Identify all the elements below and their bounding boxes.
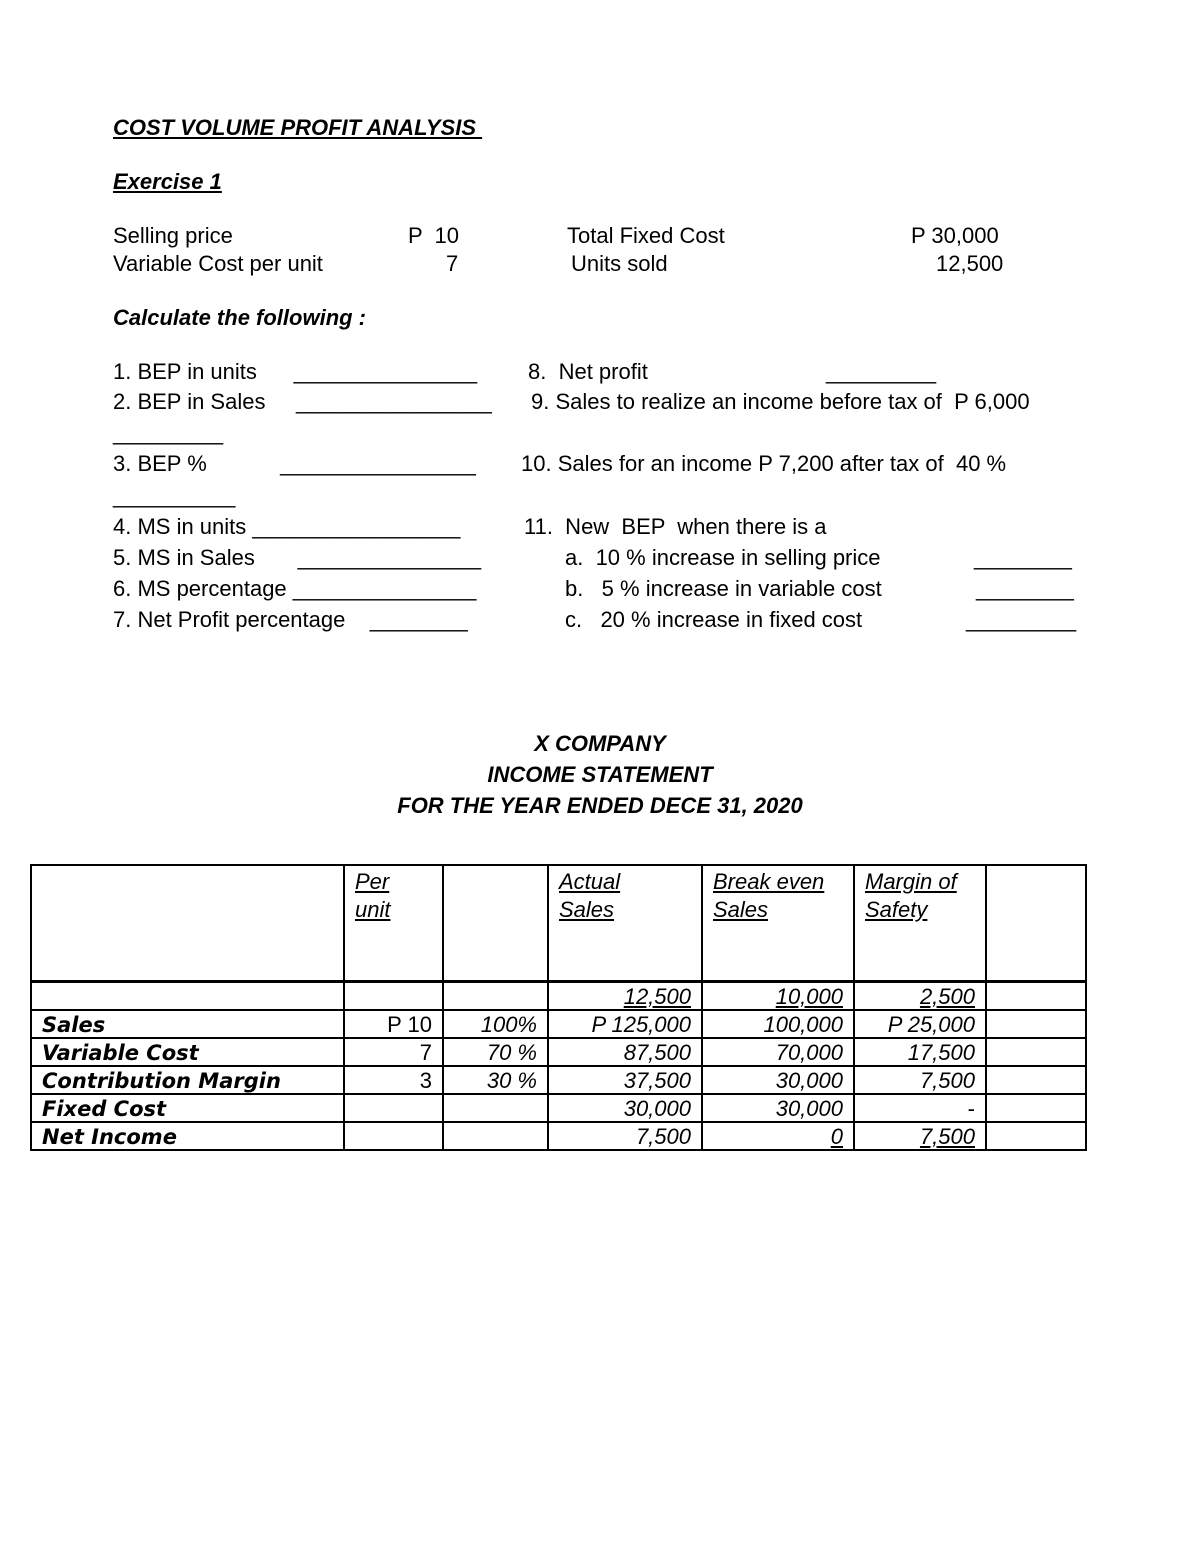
row-actual: 7,500 bbox=[548, 1122, 702, 1150]
row-pct bbox=[443, 1094, 548, 1122]
selling-price-value: P 10 bbox=[408, 223, 459, 248]
statement-period: FOR THE YEAR ENDED DECE 31, 2020 bbox=[397, 793, 803, 818]
units-label-cell bbox=[31, 982, 344, 1011]
row-per-unit bbox=[344, 1094, 443, 1122]
question-11b-blank: ________ bbox=[976, 576, 1074, 601]
question-2: 2. BEP in Sales ________________ bbox=[113, 389, 492, 414]
question-11: 11. New BEP when there is a bbox=[524, 514, 827, 539]
question-2-blank: _________ bbox=[113, 420, 224, 445]
row-actual: 30,000 bbox=[548, 1094, 702, 1122]
row-pct: 100% bbox=[443, 1010, 548, 1038]
table-row bbox=[31, 1094, 1086, 1122]
question-8: 8. Net profit bbox=[528, 359, 648, 384]
row-extra bbox=[986, 1010, 1086, 1038]
header-actual-sales bbox=[548, 865, 702, 982]
row-per-unit: 3 bbox=[344, 1066, 443, 1094]
row-extra bbox=[986, 1122, 1086, 1150]
row-margin: 7,500 bbox=[854, 1122, 986, 1150]
row-pct bbox=[443, 1122, 548, 1150]
row-break-even: 30,000 bbox=[702, 1094, 854, 1122]
units-actual: 12,500 bbox=[548, 982, 702, 1011]
row-label: Contribution Margin bbox=[31, 1066, 344, 1094]
calculate-heading: Calculate the following : bbox=[113, 305, 367, 330]
units-break-even: 10,000 bbox=[702, 982, 854, 1011]
units-per-unit-cell bbox=[344, 982, 443, 1011]
question-11a-blank: ________ bbox=[974, 545, 1072, 570]
row-break-even: 70,000 bbox=[702, 1038, 854, 1066]
header-margin-of-safety-text: Margin of Safety bbox=[865, 869, 957, 922]
question-9: 9. Sales to realize an income before tax of P 6,000 bbox=[531, 389, 1030, 414]
header-per-unit bbox=[344, 865, 443, 982]
row-label: Sales bbox=[31, 1010, 344, 1038]
units-extra-cell bbox=[986, 982, 1086, 1011]
question-6: 6. MS percentage _______________ bbox=[113, 576, 477, 601]
header-blank-cell bbox=[31, 865, 344, 982]
variable-cost-value: 7 bbox=[446, 251, 459, 276]
header-per-unit-text: Per unit bbox=[355, 869, 391, 922]
row-per-unit bbox=[344, 1122, 443, 1150]
row-extra bbox=[986, 1066, 1086, 1094]
row-pct: 70 % bbox=[443, 1038, 548, 1066]
question-3: 3. BEP % ________________ bbox=[113, 451, 476, 476]
question-11c-blank: _________ bbox=[966, 607, 1077, 632]
statement-title: INCOME STATEMENT bbox=[487, 762, 713, 787]
question-4: 4. MS in units _________________ bbox=[113, 514, 461, 539]
header-margin-of-safety bbox=[854, 865, 986, 982]
question-11b: b. 5 % increase in variable cost bbox=[565, 576, 882, 601]
question-10: 10. Sales for an income P 7,200 after tax of 40 % bbox=[521, 451, 1007, 476]
row-break-even: 100,000 bbox=[702, 1010, 854, 1038]
row-label: Variable Cost bbox=[31, 1038, 344, 1066]
row-actual: P 125,000 bbox=[548, 1010, 702, 1038]
question-1: 1. BEP in units _______________ bbox=[113, 359, 478, 384]
units-sold-value: 12,500 bbox=[936, 251, 1004, 276]
table-row bbox=[31, 1122, 1086, 1150]
question-3-blank: __________ bbox=[113, 483, 236, 508]
units-pct-cell bbox=[443, 982, 548, 1011]
table-header-row bbox=[31, 865, 1086, 982]
selling-price-label: Selling price bbox=[113, 223, 233, 248]
row-per-unit: 7 bbox=[344, 1038, 443, 1066]
header-actual-sales-text: Actual Sales bbox=[559, 869, 621, 922]
header-break-even-sales bbox=[702, 865, 854, 982]
fixed-cost-value: P 30,000 bbox=[911, 223, 999, 248]
table-row bbox=[31, 1010, 1086, 1038]
row-margin: 17,500 bbox=[854, 1038, 986, 1066]
question-5: 5. MS in Sales _______________ bbox=[113, 545, 482, 570]
document-title: COST VOLUME PROFIT ANALYSIS bbox=[113, 115, 483, 140]
units-row bbox=[31, 982, 1086, 1011]
question-11a: a. 10 % increase in selling price bbox=[565, 545, 881, 570]
fixed-cost-label: Total Fixed Cost bbox=[567, 223, 725, 248]
company-name: X COMPANY bbox=[534, 731, 666, 756]
row-per-unit: P 10 bbox=[344, 1010, 443, 1038]
variable-cost-label: Variable Cost per unit bbox=[113, 251, 323, 276]
exercise-heading: Exercise 1 bbox=[113, 169, 222, 194]
header-pct-blank bbox=[443, 865, 548, 982]
row-margin: 7,500 bbox=[854, 1066, 986, 1094]
table-row bbox=[31, 1066, 1086, 1094]
row-label: Fixed Cost bbox=[31, 1094, 344, 1122]
row-break-even: 0 bbox=[702, 1122, 854, 1150]
income-statement-table bbox=[30, 864, 1087, 1151]
units-margin: 2,500 bbox=[854, 982, 986, 1011]
row-label: Net Income bbox=[31, 1122, 344, 1150]
row-pct: 30 % bbox=[443, 1066, 548, 1094]
row-actual: 37,500 bbox=[548, 1066, 702, 1094]
question-11c: c. 20 % increase in fixed cost bbox=[565, 607, 863, 632]
row-extra bbox=[986, 1094, 1086, 1122]
row-break-even: 30,000 bbox=[702, 1066, 854, 1094]
row-extra bbox=[986, 1038, 1086, 1066]
row-actual: 87,500 bbox=[548, 1038, 702, 1066]
question-7: 7. Net Profit percentage ________ bbox=[113, 607, 468, 632]
table-row bbox=[31, 1038, 1086, 1066]
row-margin: P 25,000 bbox=[854, 1010, 986, 1038]
question-8-blank: _________ bbox=[826, 359, 937, 384]
header-break-even-sales-text: Break even Sales bbox=[713, 869, 825, 922]
units-sold-label: Units sold bbox=[571, 251, 668, 276]
header-extra-blank bbox=[986, 865, 1086, 982]
row-margin: - bbox=[854, 1094, 986, 1122]
